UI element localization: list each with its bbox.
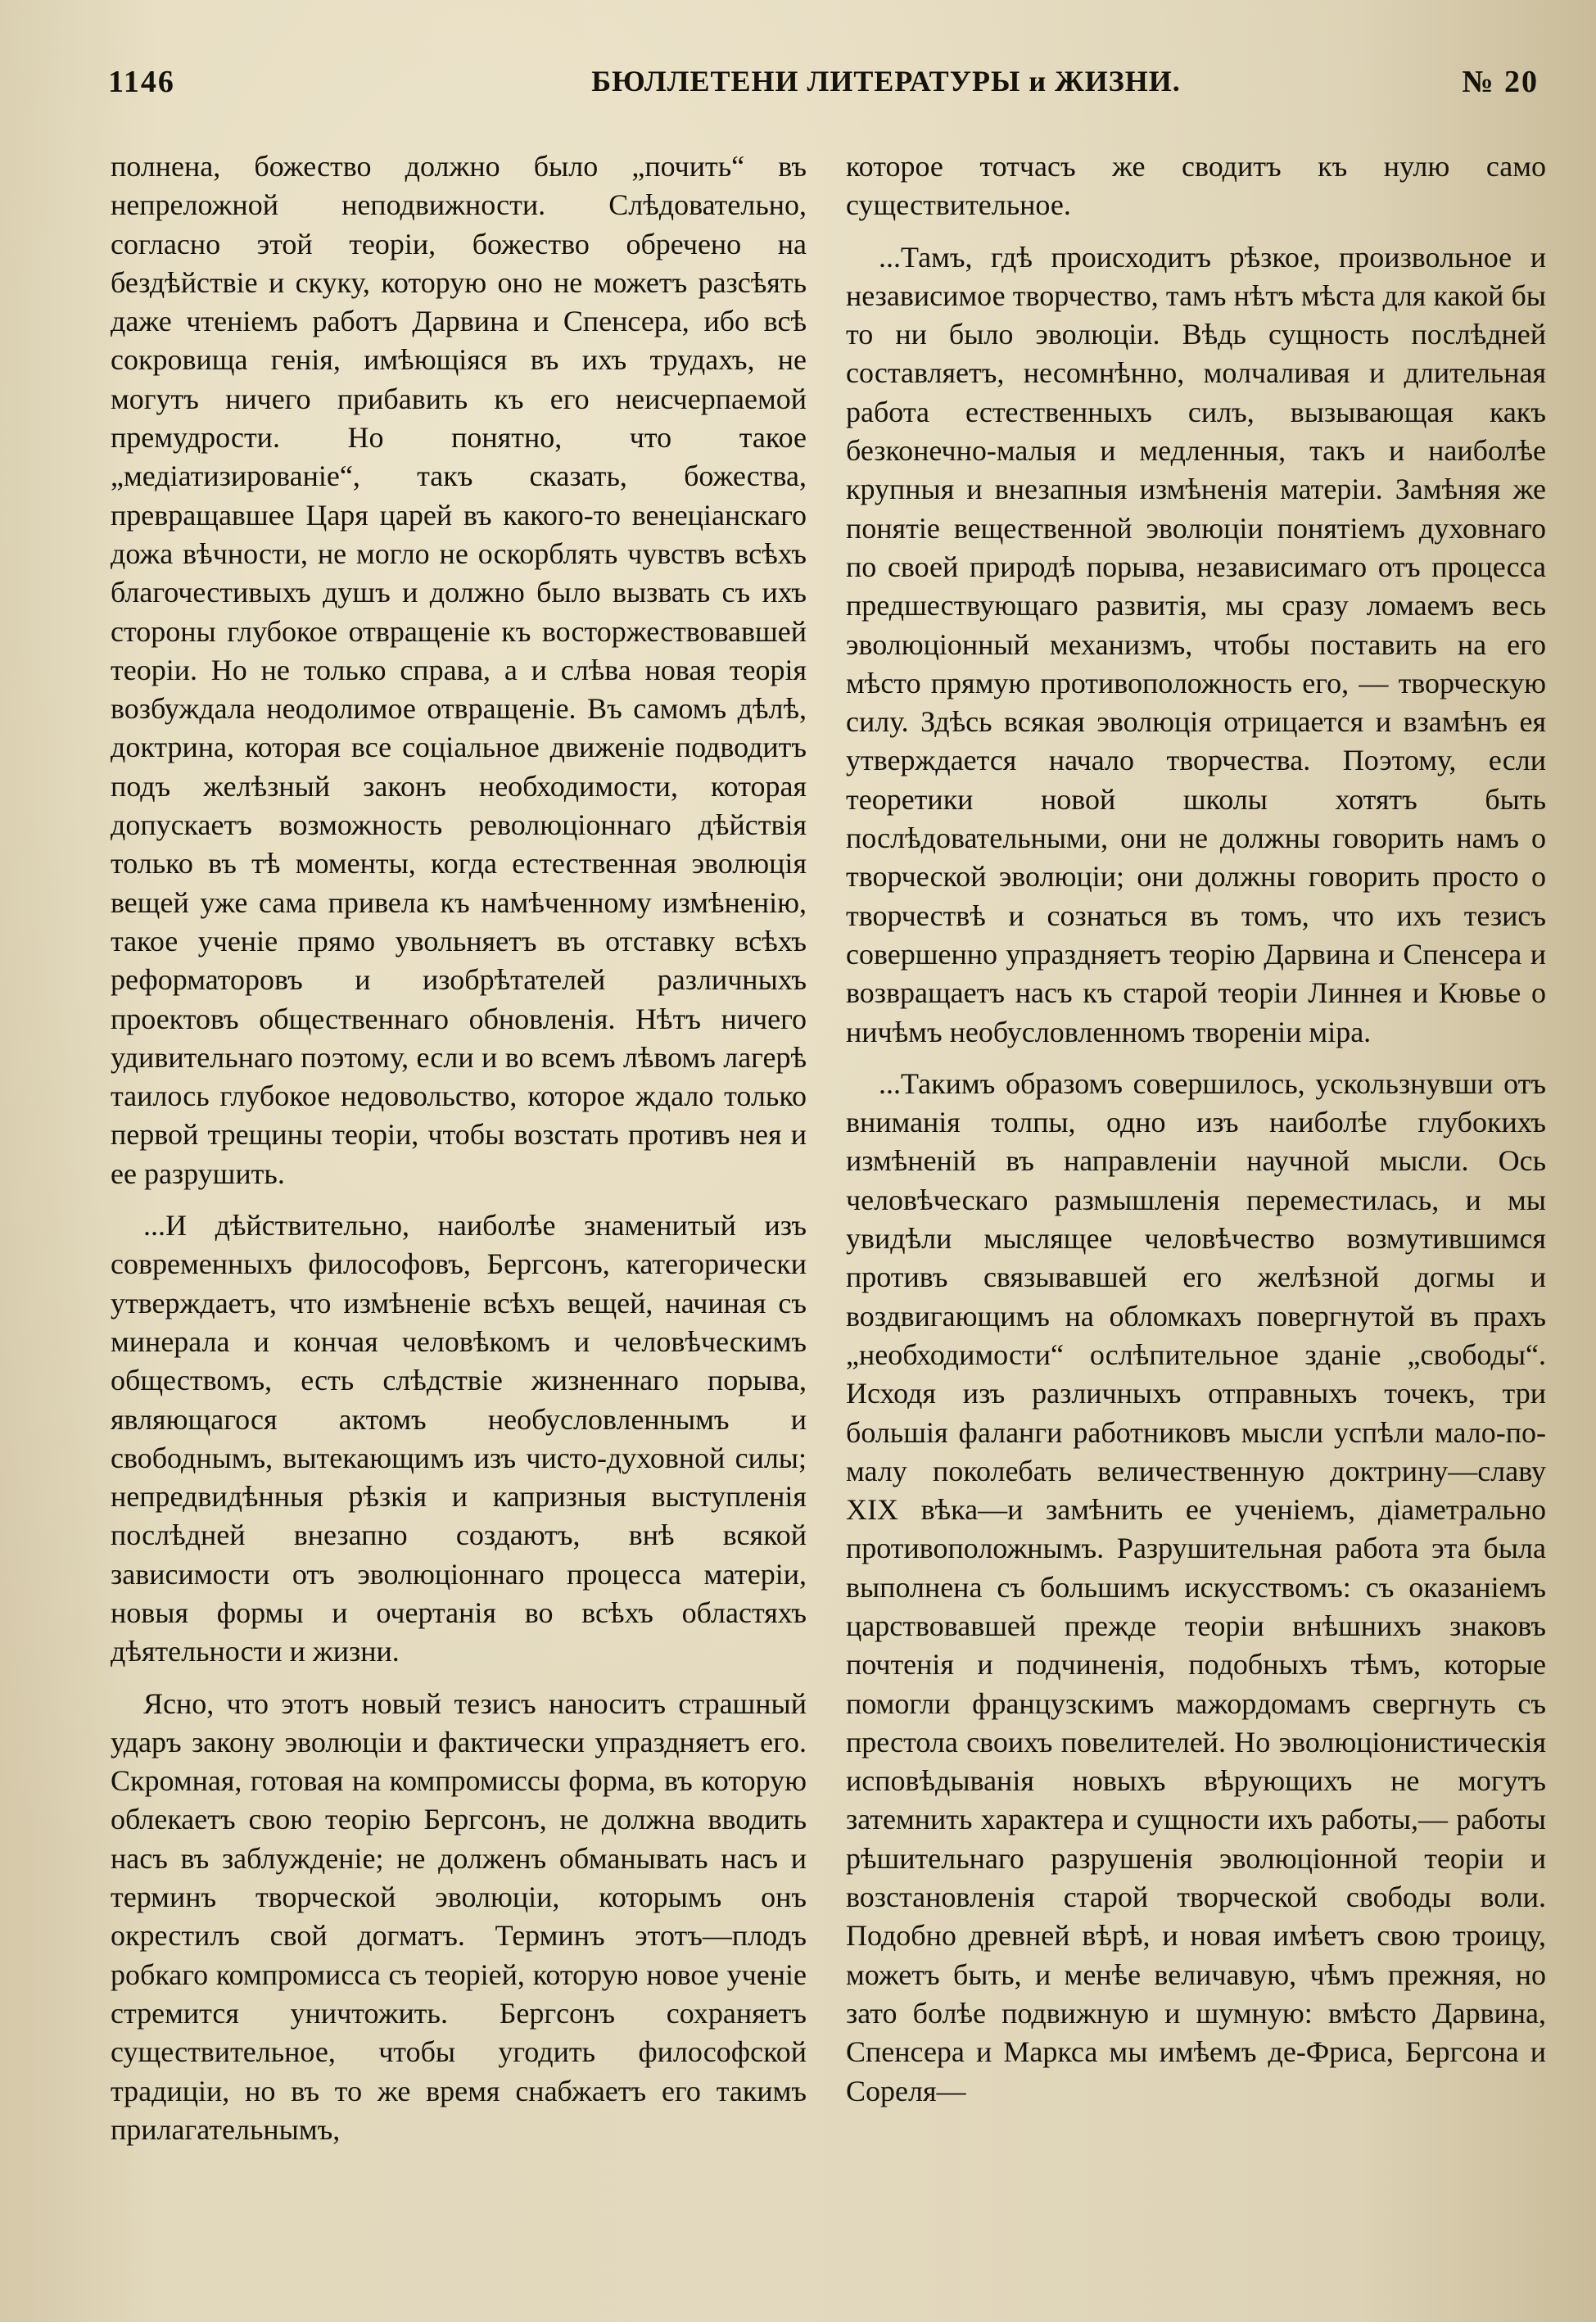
journal-title: БЮЛЛЕТЕНИ ЛИТЕРАТУРЫ и ЖИЗНИ. (591, 65, 1181, 97)
issue-number: № 20 (1462, 65, 1539, 99)
paragraph: Ясно, что этотъ новый тезисъ наноситъ страшный ударъ закону эволюціи и фактически упраздняетъ его. Скромная, готовая на компромиссы форма, въ которую облекаетъ свою теорію Бергсонъ, не должна вводить насъ въ заблужденіе; не долженъ обманывать насъ и терминъ творческой эволюціи, которымъ онъ окрестилъ свой догматъ. Терминъ этотъ—плодъ робкаго компромисса съ теоріей, которую новое ученіе стремится уничтожить. Бергсонъ сохраняетъ существительное, чтобы угодить философской традиціи, но въ то же время снабжаетъ его такимъ прилагательнымъ, (111, 1686, 807, 2146)
paragraph: полнена, божество должно было „почить“ въ непреложной неподвижности. Слѣдовательно, согласно этой теоріи, божество обречено на бездѣйствіе и скуку, которую оно не можетъ разсѣять даже чтеніемъ работъ Дарвина и Спенсера, ибо всѣ сокровища генія, имѣющіяся въ ихъ трудахъ, не могутъ ничего прибавить къ его неисчерпаемой премудрости. Но понятно, что такое „медіатизированіе“, такъ сказать, божества, превращавшее Царя царей въ какого-то венеціанскаго дожа вѣчности, не могло не оскорблять чувствъ всѣхъ благочестивыхъ душъ и должно было вызвать съ ихъ стороны глубокое отвращеніе къ восторжествовавшей теоріи. Но не только справа, а и слѣва новая теорія возбуждала неодолимое отвращеніе. Въ самомъ дѣлѣ, доктрина, которая все соціальное движеніе подводитъ подъ желѣзный законъ необходимости, которая допускаетъ возможность революціоннаго дѣйствія только въ тѣ моменты, когда естественная эволюція вещей уже сама привела къ намѣченному измѣненію, такое ученіе прямо увольняетъ въ отставку всѣхъ реформаторовъ и изобрѣтателей различныхъ проектовъ общественнаго обновленія. Нѣтъ ничего удивительнаго поэтому, если и во всемъ лѣвомъ лагерѣ таилось глубокое недовольство, которое ждало только первой трещины теоріи, чтобы возстать противъ нея и ее разрушить. (111, 150, 807, 1190)
paragraph: которое тотчасъ же сводитъ къ нулю само существительное. (846, 150, 1546, 222)
page-number: 1146 (108, 65, 175, 99)
paragraph: ...Тамъ, гдѣ происходитъ рѣзкое, произвольное и независимое творчество, тамъ нѣтъ мѣста для какой бы то ни было эволюціи. Вѣдь сущность послѣдней составляетъ, несомнѣнно, молчаливая и длительная работа естественныхъ силъ, вызывающая какъ безконечно-малыя и медленныя, такъ и наиболѣе крупныя и внезапныя измѣненія матеріи. Замѣняя же понятіе вещественной эволюціи понятіемъ духовнаго по своей природѣ порыва, независимаго отъ процесса предшествующаго развитія, мы сразу ломаемъ весь эволюціонный механизмъ, чтобы поставить на его мѣсто прямую противоположность его, — творческую силу. Здѣсь всякая эволюція отрицается и взамѣнъ ея утверждается начало творчества. Поэтому, если теоретики новой школы хотятъ быть послѣдовательными, они не должны говорить намъ о творческой эволюціи; они должны говорить просто о творчествѣ и сознаться въ томъ, что ихъ тезисъ совершенно упраздняетъ теорію Дарвина и Спенсера и возвращаетъ насъ къ старой теоріи Линнея и Кювье о ничѣмъ необусловленномъ твореніи міра. (846, 240, 1546, 1048)
left-column (111, 147, 807, 2149)
right-column (846, 147, 1546, 2111)
running-header (108, 64, 1547, 113)
paragraph: ...Такимъ образомъ совершилось, ускользнувши отъ вниманія толпы, одно изъ наиболѣе глубокихъ измѣненій въ направленіи научной мысли. Ось человѣческаго размышленія переместилась, и мы увидѣли мыслящее человѣчество возмутившимся противъ связывавшей его желѣзной догмы и воздвигающимъ на обломкахъ повергнутой въ прахъ „необходимости“ ослѣпительное зданіе „свободы“. Исходя изъ различныхъ отправныхъ точекъ, три большія фаланги работниковъ мысли успѣли мало-по-малу поколебать величественную доктрину—славу XIX вѣка—и замѣнить ее ученіемъ, діаметрально противоположнымъ. Разрушительная работа эта была выполнена съ большимъ искусствомъ: съ оказаніемъ царствовавшей прежде теоріи внѣшнихъ знаковъ почтенія и подчиненія, подобныхъ тѣмъ, которые помогли французскимъ мажордомамъ свергнуть съ престола своихъ повелителей. Но эволюціонистическія исповѣдыванія новыхъ вѣрующихъ не могутъ затемнить характера и сущности ихъ работы,— работы рѣшительнаго разрушенія эволюціонной теоріи и возстановленія старой творческой свободы воли. Подобно древней вѣрѣ, и новая имѣетъ свою троицу, можетъ быть, и менѣе величавую, чѣмъ прежняя, но зато болѣе подвижную и шумную: вмѣсто Дарвина, Спенсера и Маркса мы имѣемъ де-Фриса, Бергсона и Сореля— (846, 1066, 1546, 2107)
paragraph: ...И дѣйствительно, наиболѣе знаменитый изъ современныхъ философовъ, Бергсонъ, категорически утверждаетъ, что измѣненіе всѣхъ вещей, начиная съ минерала и кончая человѣкомъ и человѣческимъ обществомъ, есть слѣдствіе жизненнаго порыва, являющагося актомъ необусловленнымъ и свободнымъ, вытекающимъ изъ чисто-духовной силы; непредвидѣнныя рѣзкія и капризныя выступленія послѣдней внезапно создаютъ, внѣ всякой зависимости отъ эволюціоннаго процесса матеріи, новыя формы и очертанія во всѣхъ областяхъ дѣятельности и жизни. (111, 1209, 807, 1668)
